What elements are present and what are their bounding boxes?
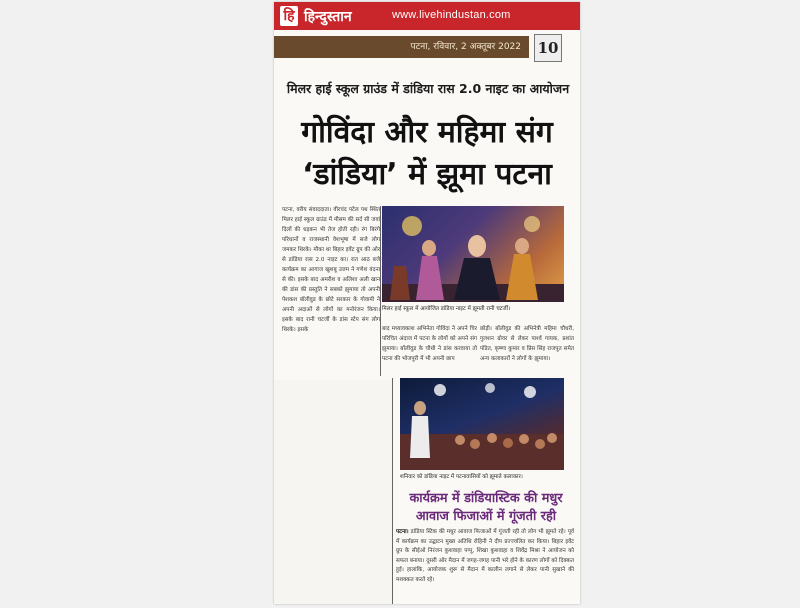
subheading-line-1: कार्यक्रम में डांडियास्टिक की मधुर: [409, 491, 563, 506]
newspaper-clipping: [274, 2, 580, 604]
paper-logo: हि: [280, 6, 298, 26]
headline-line-2: ‘डांडिया’ में झूमा पटना: [302, 157, 552, 192]
column-divider: [380, 206, 381, 376]
photo-caption-1: मिलर हाई स्कूल में आयोजित डांडिया नाइट में झूमती रानी चटर्जी।: [382, 306, 511, 312]
photo-caption-2: शनिवार को डांडिया नाइट में पटनावासियों को झूमाते कलाकार।: [400, 474, 523, 480]
masthead: [274, 2, 580, 30]
subheading-line-2: आवाज फिजाओं में गूंजती रही: [415, 509, 557, 524]
dance-stage-photo: [382, 206, 564, 302]
website-url: www.livehindustan.com: [392, 9, 511, 21]
kicker-headline: मिलर हाई स्कूल ग्राउंड में डांडिया रास 2.0 नाइट का आयोजन: [286, 81, 570, 96]
sub-story-lead: पटना।: [396, 529, 409, 535]
blank-margin-area: [274, 380, 392, 604]
dateline: पटना, रविवार, 2 अक्तूबर 2022: [274, 36, 529, 58]
sub-story-body: [396, 528, 574, 600]
story-right-column: छोड़ी। बॉलीवुड की अभिनेत्री महिमा चौधरी, गुलशन ग्रोवर से लेकर पार्श्व गायक, प्रशांत पंडित, कृष्णा कुमार व प्रिंस सिंह राजपूत समेत अन्य कलाकारों ने लोगों के झुमाया।: [480, 326, 574, 362]
story-middle-column: बाद मध्यावकाश अभिनेता गोविंदा ने अपने चिर परिचित अंदाज में पटना के लोगों को अपने संग झुमाया। बॉलीवुड के चौथी ने डांस करवाया तो पटना की भोजपुरी में भी अपनी छाप: [382, 326, 477, 362]
crowd-photo: [400, 378, 564, 470]
page-number: 10: [534, 34, 562, 62]
paper-name: हिन्दुस्तान: [304, 9, 352, 25]
story-left-column: पटना, वरीय संवाददाता। वीरचंद पटेल पथ स्थित मिलर हाई स्कूल ग्राउंड में मौसम की सर्द सी जवां दिलों की धड़कन भी तेज होती रही। रंग बिरंगे परिधानों व राजस्थानी वेशभूषा में सजे लोग जमकर थिरके। मौका था बिहार इवेंट ग्रुप की ओर से डांडिया रास 2.0 नाइट का। रात आठ बजे कार्यक्रम का आगाज खुशबू उत्तम ने गणेश वंदना से की। इसके बाद अमरीश व अलिशा अली खान की डांस की प्रस्तुति ने सबको झुमाया तो अपनी पेशकश बॉलीवुड के छोटे सरकार के गोवामी ने अपनी अदाओं से लोगों का मनोरंजन किया। इसके बाद रानी चटर्जी के डांस स्टेप संग लोग थिरके। इसके: [282, 207, 380, 333]
sub-story-text: डांडिया स्टिक की मधुर आवाज फिजाओं में गूंजती रही तो लोग भी झूमते रहे। पूर्व में कार्यक्रम का उद्घाटन मुख्य अतिथि रोहिनी ने दीप प्रज्ज्वलित कर किया। बिहार इवेंट ग्रुप के सीईओ निरंजन कुशवाहा पप्पू, शिखा कुशवाहा व शिवेंद्र मिश्रा ने आयोजन को सफल बनाया। दूसरी ओर मैदान में जगह-जगह पानी भरे होने के कारण लोगों को दिक्कत हुई। हालांकि, आयोजक शुरू से मैदान में कालीन लगाने से लेकर पानी सुखाने की मशक्कत करते रहे।: [396, 529, 574, 583]
column-divider: [392, 378, 393, 604]
headline-line-1: गोविंदा और महिमा संग: [301, 115, 553, 150]
